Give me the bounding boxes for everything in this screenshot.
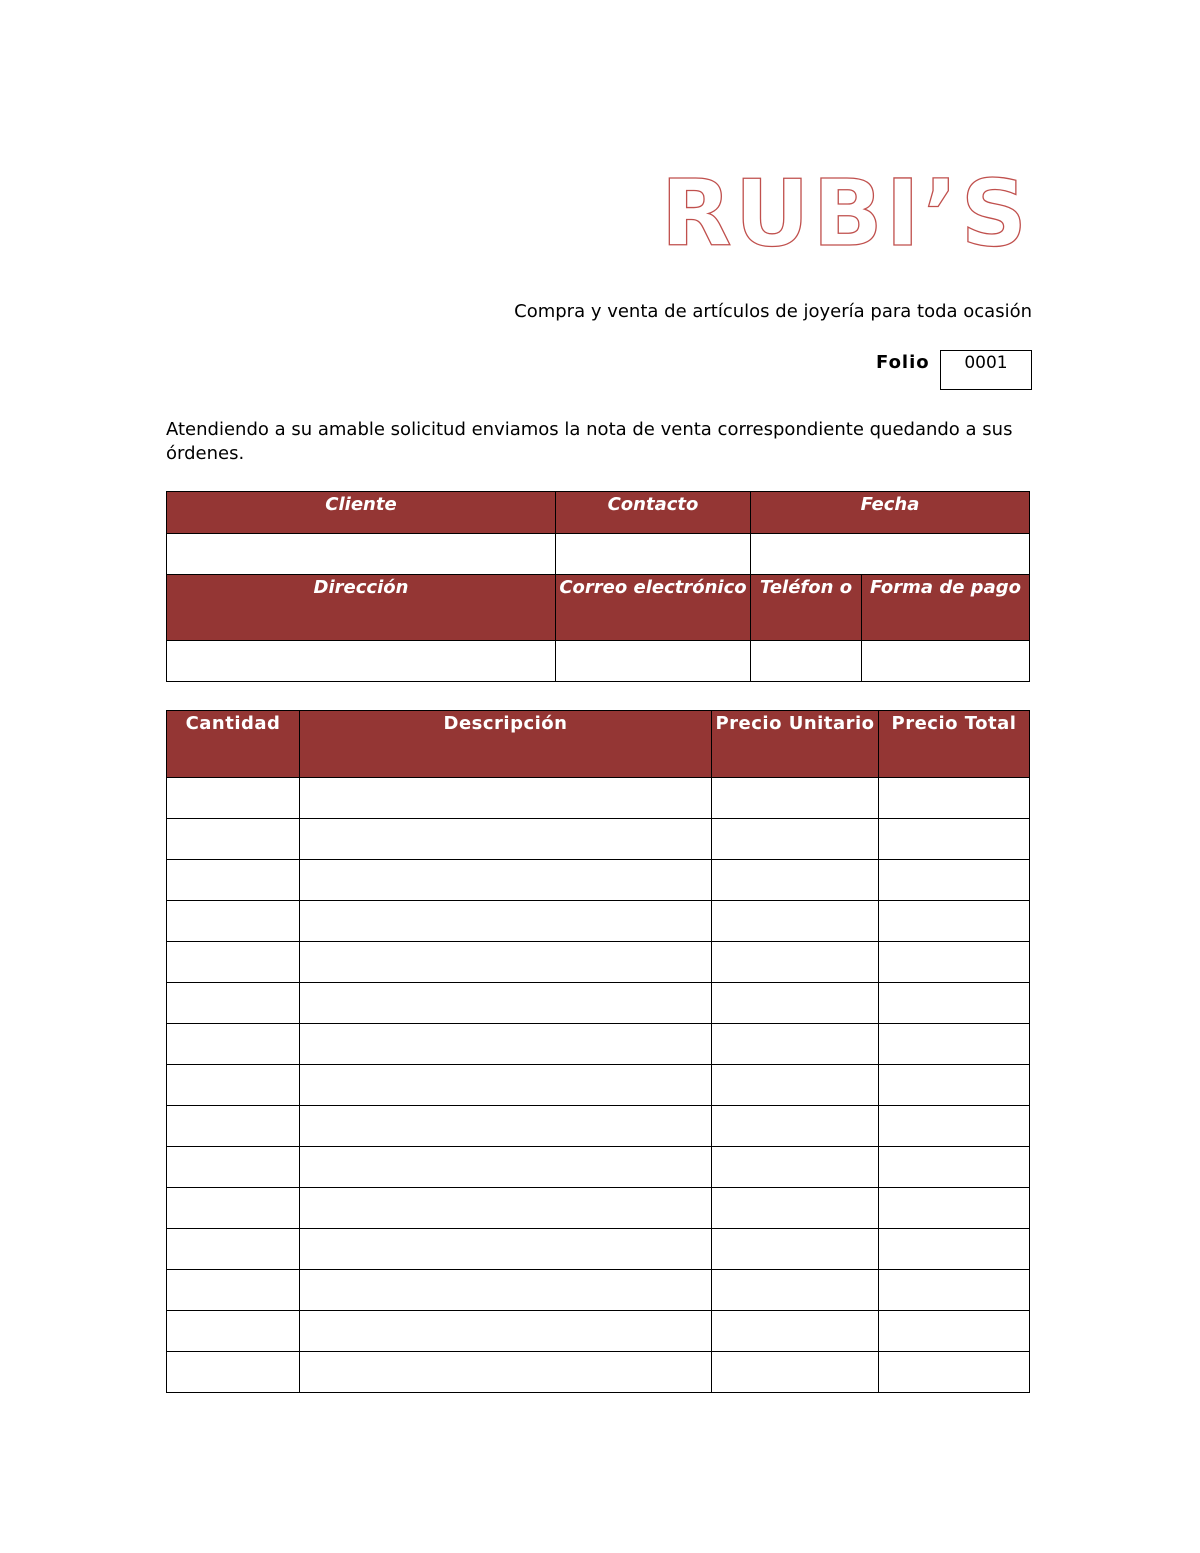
precio-total-cell[interactable] bbox=[879, 1229, 1030, 1270]
table-row bbox=[167, 983, 1030, 1024]
header-fecha: Fecha bbox=[751, 492, 1030, 534]
table-row bbox=[167, 1024, 1030, 1065]
descripcion-cell[interactable] bbox=[300, 1024, 712, 1065]
header-descripcion: Descripción bbox=[300, 711, 712, 778]
precio-total-cell[interactable] bbox=[879, 1352, 1030, 1393]
header-cantidad: Cantidad bbox=[167, 711, 300, 778]
precio-unitario-cell[interactable] bbox=[712, 942, 879, 983]
cantidad-cell[interactable] bbox=[167, 1147, 300, 1188]
fecha-cell[interactable] bbox=[751, 534, 1030, 575]
address-header-row bbox=[167, 575, 1030, 641]
descripcion-cell[interactable] bbox=[300, 1311, 712, 1352]
table-row bbox=[167, 860, 1030, 901]
descripcion-cell[interactable] bbox=[300, 901, 712, 942]
cantidad-cell[interactable] bbox=[167, 1229, 300, 1270]
table-row bbox=[167, 1311, 1030, 1352]
table-row bbox=[167, 1106, 1030, 1147]
precio-unitario-cell[interactable] bbox=[712, 1106, 879, 1147]
precio-total-cell[interactable] bbox=[879, 819, 1030, 860]
header-precio-unitario: Precio Unitario bbox=[712, 711, 879, 778]
precio-total-cell[interactable] bbox=[879, 1147, 1030, 1188]
precio-total-cell[interactable] bbox=[879, 1270, 1030, 1311]
items-table bbox=[166, 710, 1030, 1393]
cantidad-cell[interactable] bbox=[167, 901, 300, 942]
tagline: Compra y venta de artículos de joyería para toda ocasión bbox=[514, 301, 1032, 322]
header-contacto: Contacto bbox=[556, 492, 751, 534]
client-header-row bbox=[167, 492, 1030, 534]
header-direccion: Dirección bbox=[167, 575, 556, 641]
descripcion-cell[interactable] bbox=[300, 942, 712, 983]
descripcion-cell[interactable] bbox=[300, 1065, 712, 1106]
cantidad-cell[interactable] bbox=[167, 983, 300, 1024]
precio-unitario-cell[interactable] bbox=[712, 778, 879, 819]
folio-field[interactable]: 0001 bbox=[940, 350, 1032, 390]
precio-unitario-cell[interactable] bbox=[712, 1311, 879, 1352]
cantidad-cell[interactable] bbox=[167, 860, 300, 901]
precio-total-cell[interactable] bbox=[879, 901, 1030, 942]
precio-unitario-cell[interactable] bbox=[712, 1229, 879, 1270]
descripcion-cell[interactable] bbox=[300, 860, 712, 901]
precio-unitario-cell[interactable] bbox=[712, 1270, 879, 1311]
cantidad-cell[interactable] bbox=[167, 1311, 300, 1352]
table-row bbox=[167, 1147, 1030, 1188]
cantidad-cell[interactable] bbox=[167, 778, 300, 819]
table-row bbox=[167, 778, 1030, 819]
precio-unitario-cell[interactable] bbox=[712, 1352, 879, 1393]
items-body bbox=[167, 778, 1030, 1393]
descripcion-cell[interactable] bbox=[300, 1147, 712, 1188]
table-row bbox=[167, 901, 1030, 942]
precio-total-cell[interactable] bbox=[879, 983, 1030, 1024]
cantidad-cell[interactable] bbox=[167, 1188, 300, 1229]
precio-unitario-cell[interactable] bbox=[712, 860, 879, 901]
descripcion-cell[interactable] bbox=[300, 1106, 712, 1147]
cantidad-cell[interactable] bbox=[167, 819, 300, 860]
descripcion-cell[interactable] bbox=[300, 778, 712, 819]
cantidad-cell[interactable] bbox=[167, 1352, 300, 1393]
precio-unitario-cell[interactable] bbox=[712, 901, 879, 942]
precio-total-cell[interactable] bbox=[879, 1065, 1030, 1106]
client-info-table bbox=[166, 491, 1030, 682]
client-data-row bbox=[167, 534, 1030, 575]
folio-label: Folio bbox=[876, 352, 930, 373]
precio-total-cell[interactable] bbox=[879, 860, 1030, 901]
descripcion-cell[interactable] bbox=[300, 1270, 712, 1311]
precio-total-cell[interactable] bbox=[879, 1024, 1030, 1065]
table-row bbox=[167, 942, 1030, 983]
cantidad-cell[interactable] bbox=[167, 1106, 300, 1147]
precio-total-cell[interactable] bbox=[879, 1311, 1030, 1352]
precio-unitario-cell[interactable] bbox=[712, 1188, 879, 1229]
forma-pago-cell[interactable] bbox=[862, 641, 1030, 682]
header-cliente: Cliente bbox=[167, 492, 556, 534]
cantidad-cell[interactable] bbox=[167, 942, 300, 983]
intro-text: Atendiendo a su amable solicitud enviamos la nota de venta correspondiente quedando a sus órdenes. bbox=[166, 419, 1013, 464]
direccion-cell[interactable] bbox=[167, 641, 556, 682]
precio-total-cell[interactable] bbox=[879, 1188, 1030, 1229]
precio-unitario-cell[interactable] bbox=[712, 1065, 879, 1106]
descripcion-cell[interactable] bbox=[300, 1229, 712, 1270]
cantidad-cell[interactable] bbox=[167, 1270, 300, 1311]
cantidad-cell[interactable] bbox=[167, 1024, 300, 1065]
precio-total-cell[interactable] bbox=[879, 778, 1030, 819]
table-row bbox=[167, 1065, 1030, 1106]
descripcion-cell[interactable] bbox=[300, 1352, 712, 1393]
cliente-cell[interactable] bbox=[167, 534, 556, 575]
table-row bbox=[167, 1229, 1030, 1270]
contacto-cell[interactable] bbox=[556, 534, 751, 575]
descripcion-cell[interactable] bbox=[300, 1188, 712, 1229]
descripcion-cell[interactable] bbox=[300, 983, 712, 1024]
descripcion-cell[interactable] bbox=[300, 819, 712, 860]
table-row bbox=[167, 1352, 1030, 1393]
table-row bbox=[167, 1270, 1030, 1311]
precio-total-cell[interactable] bbox=[879, 942, 1030, 983]
header-precio-total: Precio Total bbox=[879, 711, 1030, 778]
precio-unitario-cell[interactable] bbox=[712, 983, 879, 1024]
precio-unitario-cell[interactable] bbox=[712, 819, 879, 860]
address-data-row bbox=[167, 641, 1030, 682]
header-telefono: Teléfon o bbox=[751, 575, 862, 641]
precio-total-cell[interactable] bbox=[879, 1106, 1030, 1147]
correo-cell[interactable] bbox=[556, 641, 751, 682]
header-correo: Correo electrónico bbox=[556, 575, 751, 641]
items-header-row bbox=[167, 711, 1030, 778]
cantidad-cell[interactable] bbox=[167, 1065, 300, 1106]
telefono-cell[interactable] bbox=[751, 641, 862, 682]
table-row bbox=[167, 1188, 1030, 1229]
precio-unitario-cell[interactable] bbox=[712, 1147, 879, 1188]
precio-unitario-cell[interactable] bbox=[712, 1024, 879, 1065]
brand-logo: RUBI’S bbox=[660, 160, 1030, 267]
table-row bbox=[167, 819, 1030, 860]
header-forma-pago: Forma de pago bbox=[862, 575, 1030, 641]
